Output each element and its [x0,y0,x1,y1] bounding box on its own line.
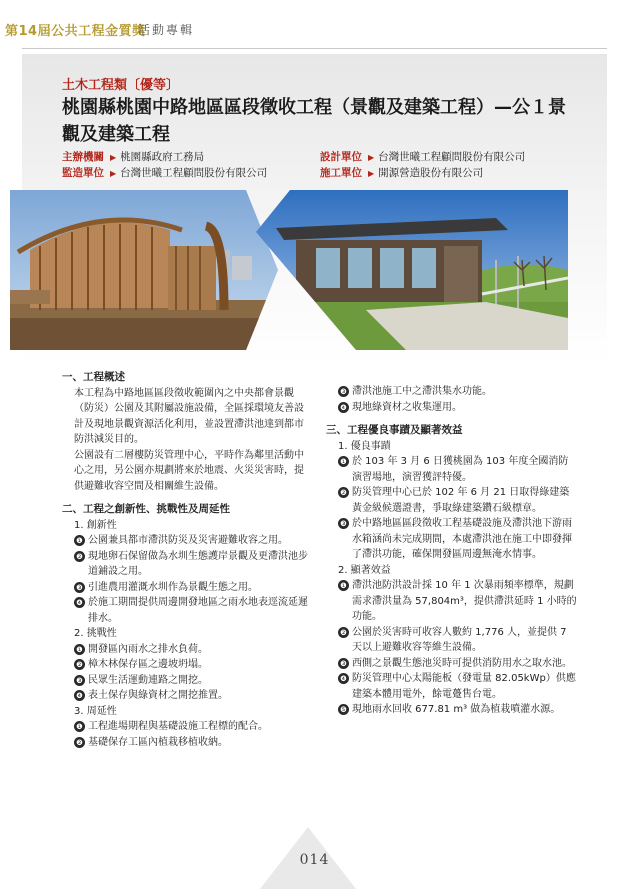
list-item [326,702,578,718]
list-item-text: 防災管理中心太陽能板（發電量 82.05kWp）供應建築本體用電外，餘電躉售台電。 [352,673,576,700]
bullet-marker: ❷ [74,737,85,748]
meta-value: 開源營造股份有限公司 [378,167,484,179]
subsection-heading: 2. 挑戰性 [74,628,117,639]
bullet-marker: ❸ [338,518,349,529]
list-item-text: 於施工期間提供周邊開發地區之雨水地表逕流延遲排水。 [88,597,308,624]
list-item-text: 引進農用灌溉水圳作為景觀生態之用。 [88,581,258,593]
list-item [62,533,310,549]
meta-value: 桃園縣政府工務局 [120,151,205,163]
bullet-marker: ❷ [74,659,85,670]
meta-key: 設計單位 [320,151,362,163]
meta-key: 主辦機關 [62,151,104,163]
section-heading: 二、工程之創新性、挑戰性及周延性 [62,503,230,515]
list-item [62,688,310,704]
list-item [62,595,310,626]
arrow-right-icon: ▶ [368,153,375,162]
meta-organizer [62,150,204,164]
list-item [62,580,310,596]
bullet-marker: ❸ [74,582,85,593]
arrow-right-icon: ▶ [368,169,375,178]
section-heading: 三、工程優良事蹟及顯著效益 [326,424,463,436]
list-item [326,454,578,485]
page-header [0,0,629,52]
meta-value: 台灣世曦工程顧問股份有限公司 [378,151,526,163]
bullet-marker: ❶ [74,721,85,732]
bullet-marker: ❸ [338,386,349,397]
list-item-text: 於 103 年 3 月 6 日獲桃園為 103 年度全國消防演習場地，演習獲評特優。 [352,456,569,483]
header-subtitle: 活動專輯 [138,23,195,37]
bullet-marker: ❷ [338,487,349,498]
list-item [326,400,578,416]
meta-value: 台灣世曦工程顧問股份有限公司 [120,167,268,179]
list-item [62,642,310,658]
bullet-marker: ❶ [338,580,349,591]
photo-construction [10,190,278,350]
list-item-text: 現地雨水回收 677.81 m³ 做為植栽噴灌水源。 [352,704,561,715]
list-item [326,516,578,563]
list-item-text: 開發區內雨水之排水負荷。 [88,643,208,655]
list-item-text: 防災管理中心已於 102 年 6 月 21 日取得綠建築黃金級候選證書，爭取綠建築鑽石級標章。 [352,487,570,514]
bullet-marker: ❹ [338,673,349,684]
bullet-marker: ❹ [74,690,85,701]
list-item-text: 表土保存與綠資材之開挖推置。 [88,690,228,701]
meta-key: 監造單位 [62,167,104,179]
list-item [62,657,310,673]
list-item [326,625,578,656]
list-item [326,485,578,516]
list-item [62,549,310,580]
page-number: 014 [299,852,330,868]
project-category: 土木工程類〔優等〕 [62,78,180,93]
list-item-text: 工程進場期程與基礎設施工程標的配合。 [88,721,268,732]
bullet-marker: ❸ [74,675,85,686]
list-item-text: 公園於災害時可收容人數約 1,776 人，並提供 7 天以上避難收容等維生設備。 [352,626,567,653]
list-item-text: 現地綠資材之收集運用。 [352,401,462,413]
paragraph: 本工程為中路地區區段徵收範圍內之中央都會景觀（防災）公園及其附屬設施設備，全區採環境友善設計及現地景觀資源活化利用，並設置滯洪池達到都市防洪減災目的。 [74,387,304,445]
list-item [326,578,578,625]
bullet-marker: ❶ [338,456,349,467]
list-item-text: 樟木林保存區之邊坡坍塌。 [88,659,208,670]
paragraph: 公園設有二層樓防災管理中心，平時作為鄰里活動中心之用，另公園亦規劃將來於地震、火災災害時，提供避難收容空間及相關維生設備。 [74,449,304,492]
list-item-text: 西側之景觀生態池災時可提供消防用水之取水池。 [352,657,572,669]
bullet-marker: ❷ [74,551,85,562]
right-column [326,384,578,718]
meta-key: 施工單位 [320,167,362,179]
bullet-marker: ❶ [74,644,85,655]
subsection-heading: 1. 優良事蹟 [338,440,391,452]
list-item-text: 公園兼具都市滯洪防災及災害避難收容之用。 [88,535,288,546]
photo-completed-building [256,190,568,350]
project-title: 桃園縣桃園中路地區區段徵收工程（景觀及建築工程）—公１景觀及建築工程 [62,97,566,145]
list-item [62,735,310,751]
left-column [62,370,310,750]
bullet-marker: ❹ [338,402,349,413]
list-item-text: 民眾生活運動連路之開挖。 [88,674,208,686]
meta-supervisor [62,166,267,180]
list-item [326,671,578,702]
award-logo: 第14屆公共工程金質獎 [5,24,146,39]
list-item [326,656,578,672]
section-heading: 一、工程概述 [62,371,125,383]
subsection-heading: 2. 顯著效益 [338,564,391,576]
list-item [62,673,310,689]
list-item-text: 滯洪池施工中之滯洪集水功能。 [352,386,492,397]
meta-contractor [320,166,483,180]
bullet-marker: ❷ [338,627,349,638]
list-item-text: 於中路地區區段徵收工程基礎設施及滯洪池下游雨水箱涵尚未完成期間，本處滯洪池在施工中即發揮了滯洪功能，確保開發區周邊無淹水情事。 [352,518,572,560]
subsection-heading: 3. 周延性 [74,705,117,717]
bullet-marker: ❺ [338,704,349,715]
list-item-text: 滯洪池防洪設計採 10 年 1 次暴雨頻率標準，規劃需求滯洪量為 57,804m³，提供滯洪延時 1 小時的功能。 [352,580,577,622]
arrow-right-icon: ▶ [110,169,117,178]
bullet-marker: ❹ [74,597,85,608]
subsection-heading: 1. 創新性 [74,519,117,531]
list-item [62,719,310,735]
list-item-text: 基礎保存工區內植栽移植收納。 [88,736,228,748]
bullet-marker: ❸ [338,658,349,669]
bullet-marker: ❶ [74,535,85,546]
meta-designer [320,150,525,164]
arrow-right-icon: ▶ [110,153,117,162]
list-item [326,384,578,400]
list-item-text: 現地卵石保留做為水圳生態護岸景觀及更滯洪池步道鋪設之用。 [88,550,308,577]
